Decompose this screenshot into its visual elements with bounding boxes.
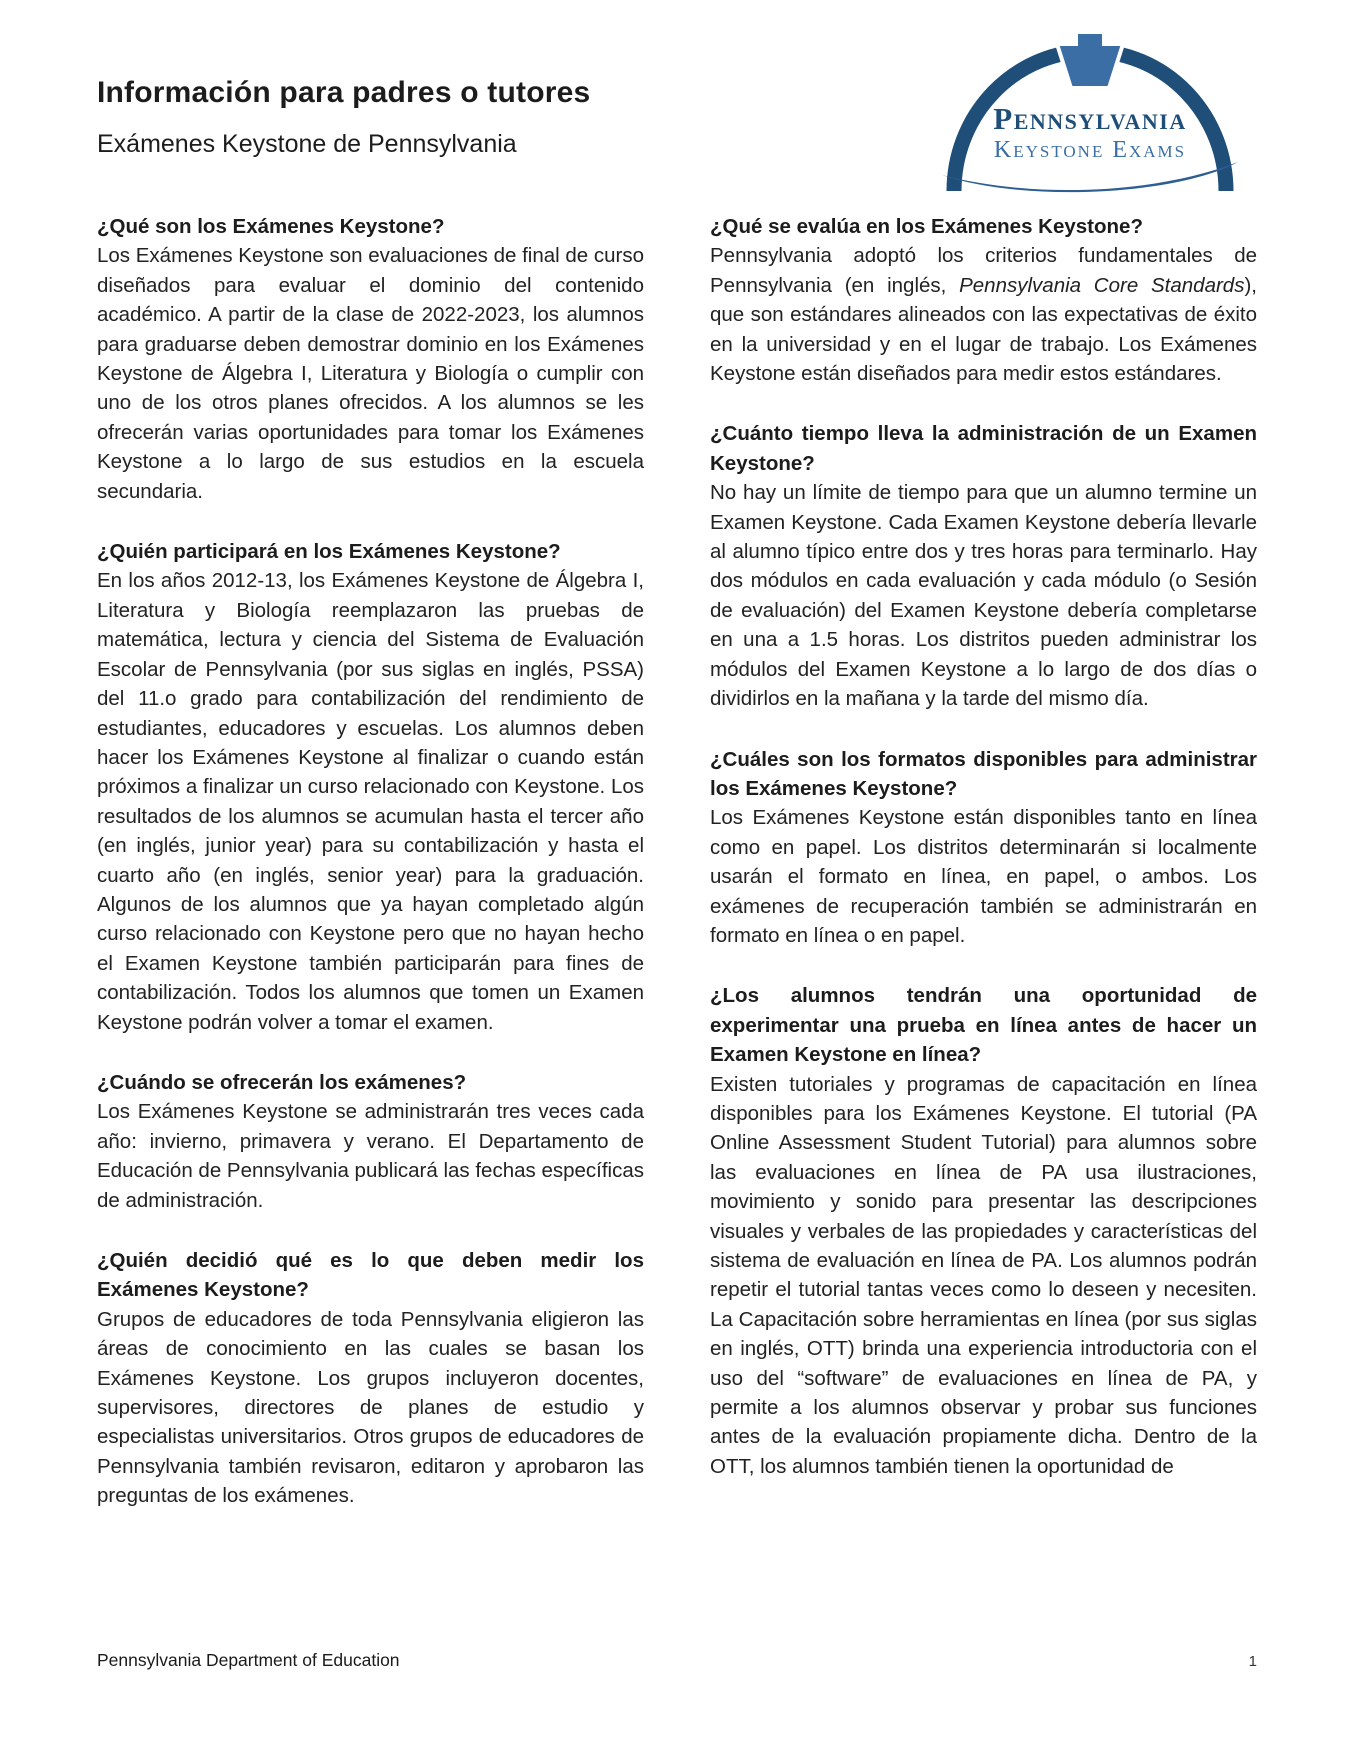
section-heading: ¿Los alumnos tendrán una oportunidad de experimentar una prueba en línea antes de hacer un Examen Keystone en línea? <box>710 984 1257 1067</box>
section-body: Los Exámenes Keystone están disponibles tanto en línea como en papel. Los distritos determinarán si localmente usarán el formato en línea, en papel, o ambos. Los exámenes de recuperación también se administrarán en formato en línea o en papel. <box>710 806 1257 947</box>
section-body <box>710 241 1257 388</box>
section-body: Los Exámenes Keystone se administrarán tres veces cada año: invierno, primavera y verano. El Departamento de Educación de Pennsylvania publicará las fechas específicas de administración. <box>97 1100 644 1212</box>
body-text: ), que son estándares alineados con las expectativas de éxito en la universidad y en el lugar de trabajo. Los Exámenes Keystone están diseñados para medir estos estándares. <box>710 273 1257 386</box>
body-text-italic: Pennsylvania Core Standards <box>959 273 1245 297</box>
left-column <box>97 212 644 1511</box>
section-formatos-disponibles <box>710 745 1257 951</box>
section-heading: ¿Cuánto tiempo lleva la administración de un Examen Keystone? <box>710 422 1257 475</box>
section-heading: ¿Cuáles son los formatos disponibles para administrar los Exámenes Keystone? <box>710 747 1257 800</box>
section-quien-decidio <box>97 1246 644 1511</box>
section-cuando-se-ofreceran <box>97 1068 644 1215</box>
section-body: Existen tutoriales y programas de capacitación en línea disponibles para los Exámenes Keystone. El tutorial (PA Online Assessment Student Tutorial) para alumnos sobre las evaluaciones en línea de PA usa ilustraciones, movimiento y sonido para presentar las descripciones visuales y verbales de las propiedades y características del sistema de evaluación en línea de PA. Los alumnos podrán repetir el tutorial tantas veces como lo deseen y necesiten. La Capacitación sobre herramientas en línea (por sus siglas en inglés, OTT) brinda una experiencia introductoria con el uso del “software” de evaluaciones en línea de PA, y permite a los alumnos observar y probar sus funciones antes de la evaluación propiamente dicha. Dentro de la OTT, los alumnos también tienen la oportunidad de <box>710 1072 1257 1478</box>
pennsylvania-keystone-exams-logo <box>936 28 1244 198</box>
body-text: Pennsylvania adoptó los criterios fundamentales de Pennsylvania (en inglés, <box>710 244 1257 297</box>
section-body: No hay un límite de tiempo para que un alumno termine un Examen Keystone. Cada Examen Keystone debería llevarle al alumno típico entre dos y tres horas para terminarlo. Hay dos módulos en cada evaluación y cada módulo (o Sesión de evaluación) del Examen Keystone debería completarse en una a 1.5 horas. Los distritos pueden administrar los módulos del Examen Keystone a lo largo de dos días o dividirlos en la mañana y la tarde del mismo día. <box>710 481 1257 711</box>
logo-text-keystone-exams: Keystone Exams <box>993 137 1187 163</box>
section-heading: ¿Quién decidió qué es lo que deben medir los Exámenes Keystone? <box>97 1249 644 1302</box>
logo-text-pennsylvania: Pennsylvania <box>993 101 1187 136</box>
keystone-icon <box>1057 32 1123 88</box>
section-heading: ¿Quién participará en los Exámenes Keystone? <box>97 540 561 564</box>
section-heading: ¿Qué son los Exámenes Keystone? <box>97 215 445 238</box>
section-body: En los años 2012-13, los Exámenes Keystone de Álgebra I, Literatura y Biología reemplazaron las pruebas de matemática, lectura y ciencia del Sistema de Evaluación Escolar de Pennsylvania (por sus siglas en inglés, PSSA) del 11.o grado para contabilización del rendimiento de estudiantes, educadores y escuelas. Los alumnos deben hacer los Exámenes Keystone al finalizar o cuando están próximos a finalizar un curso relacionado con Keystone. Los resultados de los alumnos se acumulan hasta el tercer año (en inglés, junior year) para su contabilización y hasta el cuarto año (en inglés, senior year) para la graduación. Algunos de los alumnos que ya hayan completado algún curso relacionado con Keystone pero que no hayan hecho el Examen Keystone también participarán para fines de contabilización. Todos los alumnos que tomen un Examen Keystone podrán volver a tomar el examen. <box>97 569 644 1034</box>
page-footer <box>97 1650 1257 1671</box>
section-body: Grupos de educadores de toda Pennsylvania eligieron las áreas de conocimiento en las cuales se basan los Exámenes Keystone. Los grupos incluyeron docentes, supervisores, directores de planes de estudio y especialistas universitarios. Otros grupos de educadores de Pennsylvania también revisaron, editaron y aprobaron las preguntas de los exámenes. <box>97 1307 644 1508</box>
page-subtitle: Exámenes Keystone de Pennsylvania <box>97 130 517 158</box>
right-column <box>710 212 1257 1511</box>
section-quien-participara <box>97 537 644 1037</box>
section-heading: ¿Cuándo se ofrecerán los exámenes? <box>97 1070 467 1094</box>
section-body: Los Exámenes Keystone son evaluaciones de final de curso diseñados para evaluar el dominio del contenido académico. A partir de la clase de 2022-2023, los alumnos para graduarse deben demostrar dominio en los Exámenes Keystone de Álgebra I, Literatura y Biología o cumplir con uno de los otros planes ofrecidos. A los alumnos se les ofrecerán varias oportunidades para tomar los Exámenes Keystone a lo largo de sus estudios en la escuela secundaria. <box>97 244 645 503</box>
page-number: 1 <box>1248 1653 1257 1670</box>
section-que-se-evalua <box>710 212 1257 388</box>
section-heading: ¿Qué se evalúa en los Exámenes Keystone? <box>710 215 1143 238</box>
two-column-content <box>97 212 1257 1511</box>
section-que-son <box>97 212 644 506</box>
page-title: Información para padres o tutores <box>97 76 591 109</box>
footer-department-label: Pennsylvania Department of Education <box>97 1650 400 1670</box>
swoosh-icon <box>942 162 1238 192</box>
section-cuanto-tiempo <box>710 419 1257 713</box>
section-oportunidad-prueba-en-linea <box>710 981 1257 1481</box>
